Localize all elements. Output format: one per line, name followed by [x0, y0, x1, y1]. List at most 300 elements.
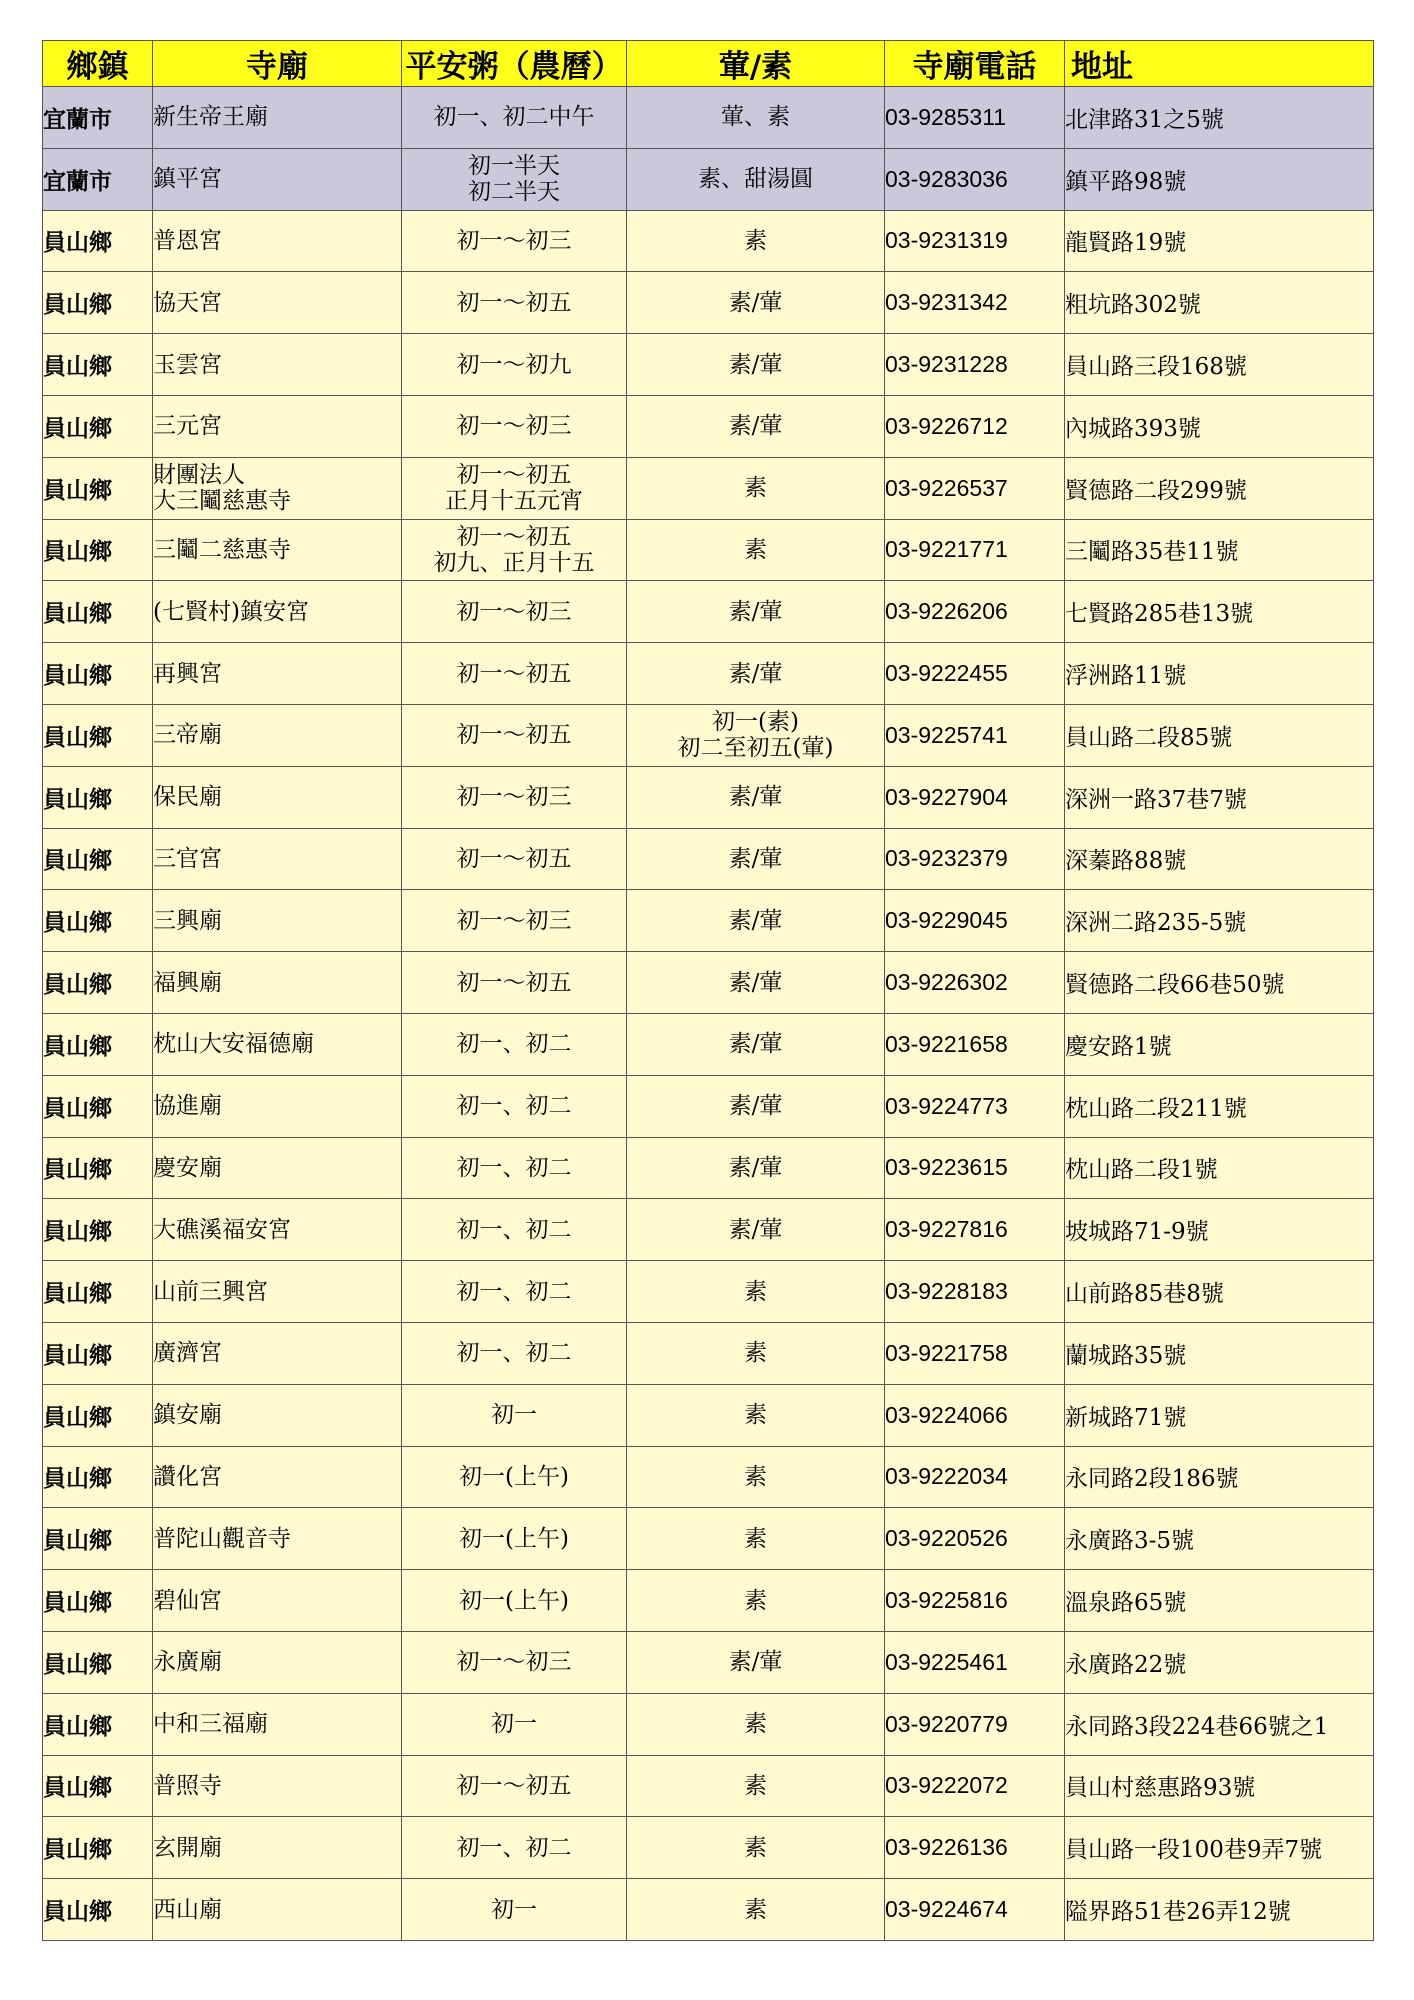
meat-veg-cell-line: 素/葷	[728, 1216, 783, 1243]
meat-veg-cell	[627, 1755, 885, 1817]
address-cell: 溫泉路65號	[1065, 1570, 1374, 1632]
congee-days-cell-line: 初一	[491, 1402, 537, 1429]
temple-name-cell	[153, 1075, 402, 1137]
phone-cell: 03-9232379	[885, 828, 1065, 890]
congee-days-cell	[402, 1384, 627, 1446]
temple-name-cell	[153, 704, 402, 766]
table-row	[43, 643, 1374, 705]
meat-veg-cell-line: 素/葷	[728, 1154, 783, 1181]
temple-name-cell	[153, 519, 402, 581]
meat-veg-cell	[627, 1322, 885, 1384]
phone-cell: 03-9231319	[885, 210, 1065, 272]
meat-veg-cell	[627, 1075, 885, 1137]
congee-days-cell-line: 初一～初三	[456, 413, 572, 440]
temple-name-cell	[153, 828, 402, 890]
temple-name-cell	[153, 1755, 402, 1817]
header-phone: 寺廟電話	[885, 41, 1065, 87]
table-row	[43, 1261, 1374, 1323]
congee-days-cell-line: 初一、初二	[456, 1834, 572, 1861]
phone-cell: 03-9222072	[885, 1755, 1065, 1817]
phone-cell: 03-9220779	[885, 1693, 1065, 1755]
congee-days-cell	[402, 1755, 627, 1817]
table-row	[43, 828, 1374, 890]
temple-name-cell	[153, 457, 402, 519]
address-cell: 員山村慈惠路93號	[1065, 1755, 1374, 1817]
meat-veg-cell-line: 初一(素)	[712, 709, 799, 736]
congee-days-cell	[402, 519, 627, 581]
meat-veg-cell-line: 素	[744, 1463, 767, 1490]
phone-cell: 03-9285311	[885, 87, 1065, 149]
congee-days-cell-line: 初一～初三	[456, 227, 572, 254]
temple-name-cell	[153, 581, 402, 643]
address-cell: 七賢路285巷13號	[1065, 581, 1374, 643]
temple-name-cell-line: 大三鬮慈惠寺	[153, 488, 291, 515]
address-cell: 員山路三段168號	[1065, 334, 1374, 396]
table-row	[43, 395, 1374, 457]
address-cell: 新城路71號	[1065, 1384, 1374, 1446]
congee-days-cell-line: 初一、初二	[456, 1154, 572, 1181]
congee-days-cell-line: 初二半天	[468, 179, 560, 206]
congee-days-cell	[402, 1013, 627, 1075]
temple-name-cell	[153, 1817, 402, 1879]
address-cell: 永同路2段186號	[1065, 1446, 1374, 1508]
meat-veg-cell	[627, 210, 885, 272]
congee-days-cell-line: 初一(上午)	[459, 1525, 569, 1552]
congee-days-cell	[402, 1631, 627, 1693]
temple-name-cell	[153, 87, 402, 149]
congee-days-cell	[402, 272, 627, 334]
temple-name-cell	[153, 1693, 402, 1755]
meat-veg-cell-line: 素	[744, 1711, 767, 1738]
phone-cell: 03-9222034	[885, 1446, 1065, 1508]
temple-name-cell-line: 大礁溪福安宮	[153, 1216, 291, 1243]
congee-days-cell-line: 初一～初五	[456, 969, 572, 996]
meat-veg-cell	[627, 1261, 885, 1323]
meat-veg-cell-line: 初二至初五(葷)	[677, 735, 834, 762]
meat-veg-cell	[627, 457, 885, 519]
phone-cell: 03-9221758	[885, 1322, 1065, 1384]
phone-cell: 03-9227904	[885, 766, 1065, 828]
phone-cell: 03-9225461	[885, 1631, 1065, 1693]
meat-veg-cell-line: 素/葷	[728, 784, 783, 811]
town-cell: 員山鄉	[43, 1508, 153, 1570]
table-row	[43, 1137, 1374, 1199]
meat-veg-cell	[627, 890, 885, 952]
temple-name-cell	[153, 1879, 402, 1941]
table-row	[43, 766, 1374, 828]
table-row	[43, 1631, 1374, 1693]
phone-cell: 03-9228183	[885, 1261, 1065, 1323]
congee-days-cell-line: 初一、初二	[456, 1340, 572, 1367]
address-cell: 內城路393號	[1065, 395, 1374, 457]
town-cell: 員山鄉	[43, 1075, 153, 1137]
temple-name-cell	[153, 890, 402, 952]
header-congee: 平安粥（農曆）	[402, 41, 627, 87]
meat-veg-cell-line: 素/葷	[728, 413, 783, 440]
congee-days-cell	[402, 395, 627, 457]
meat-veg-cell-line: 素/葷	[728, 969, 783, 996]
table-row	[43, 1879, 1374, 1941]
address-cell: 深洲一路37巷7號	[1065, 766, 1374, 828]
meat-veg-cell-line: 素	[744, 227, 767, 254]
temple-name-cell	[153, 1631, 402, 1693]
temple-name-cell	[153, 1199, 402, 1261]
town-cell: 員山鄉	[43, 1755, 153, 1817]
meat-veg-cell	[627, 272, 885, 334]
address-cell: 員山路二段85號	[1065, 704, 1374, 766]
congee-days-cell	[402, 87, 627, 149]
phone-cell: 03-9222455	[885, 643, 1065, 705]
temple-name-cell	[153, 1137, 402, 1199]
table-row	[43, 519, 1374, 581]
table-row	[43, 1199, 1374, 1261]
address-cell: 蘭城路35號	[1065, 1322, 1374, 1384]
meat-veg-cell-line: 素	[744, 1402, 767, 1429]
phone-cell: 03-9226537	[885, 457, 1065, 519]
table-row	[43, 87, 1374, 149]
temple-name-cell	[153, 148, 402, 210]
town-cell: 員山鄉	[43, 1013, 153, 1075]
meat-veg-cell-line: 素	[744, 1525, 767, 1552]
phone-cell: 03-9220526	[885, 1508, 1065, 1570]
table-row	[43, 1384, 1374, 1446]
meat-veg-cell-line: 素/葷	[728, 1649, 783, 1676]
phone-cell: 03-9229045	[885, 890, 1065, 952]
congee-days-cell-line: 初一(上午)	[459, 1587, 569, 1614]
meat-veg-cell-line: 素	[744, 536, 767, 563]
meat-veg-cell-line: 素/葷	[728, 289, 783, 316]
phone-cell: 03-9226302	[885, 952, 1065, 1014]
temple-name-cell-line: 讚化宮	[153, 1463, 222, 1490]
congee-days-cell	[402, 643, 627, 705]
town-cell: 員山鄉	[43, 1384, 153, 1446]
meat-veg-cell	[627, 1817, 885, 1879]
meat-veg-cell-line: 素	[744, 1772, 767, 1799]
meat-veg-cell	[627, 643, 885, 705]
meat-veg-cell-line: 素、甜湯圓	[698, 166, 813, 193]
address-cell: 坡城路71-9號	[1065, 1199, 1374, 1261]
address-cell: 深蓁路88號	[1065, 828, 1374, 890]
town-cell: 員山鄉	[43, 1261, 153, 1323]
table-row	[43, 1013, 1374, 1075]
meat-veg-cell	[627, 1879, 885, 1941]
phone-cell: 03-9225741	[885, 704, 1065, 766]
phone-cell: 03-9224773	[885, 1075, 1065, 1137]
meat-veg-cell	[627, 1631, 885, 1693]
temple-name-cell-line: 中和三福廟	[153, 1711, 268, 1738]
temple-name-cell	[153, 1508, 402, 1570]
temple-name-cell	[153, 1446, 402, 1508]
table-body	[43, 87, 1374, 1941]
address-cell: 浮洲路11號	[1065, 643, 1374, 705]
town-cell: 宜蘭市	[43, 87, 153, 149]
meat-veg-cell-line: 素	[744, 1340, 767, 1367]
temple-name-cell-line: 普照寺	[153, 1772, 222, 1799]
meat-veg-cell	[627, 952, 885, 1014]
table-row	[43, 1755, 1374, 1817]
town-cell: 員山鄉	[43, 581, 153, 643]
temple-name-cell-line: 鎮平宮	[153, 166, 222, 193]
phone-cell: 03-9225816	[885, 1570, 1065, 1632]
meat-veg-cell	[627, 704, 885, 766]
congee-days-cell	[402, 1879, 627, 1941]
temple-name-cell-line: 三鬮二慈惠寺	[153, 536, 291, 563]
temple-name-cell-line: 三官宮	[153, 845, 222, 872]
table-row	[43, 334, 1374, 396]
congee-days-cell	[402, 1199, 627, 1261]
phone-cell: 03-9221658	[885, 1013, 1065, 1075]
town-cell: 員山鄉	[43, 1199, 153, 1261]
address-cell: 賢德路二段66巷50號	[1065, 952, 1374, 1014]
table-row	[43, 1075, 1374, 1137]
congee-days-cell-line: 初一～初九	[456, 351, 572, 378]
congee-days-cell-line: 初一～初五	[456, 289, 572, 316]
address-cell: 鎮平路98號	[1065, 148, 1374, 210]
phone-cell: 03-9226712	[885, 395, 1065, 457]
meat-veg-cell	[627, 1570, 885, 1632]
congee-days-cell-line: 初一～初三	[456, 1649, 572, 1676]
temple-name-cell	[153, 1013, 402, 1075]
congee-days-cell-line: 初一、初二	[456, 1093, 572, 1120]
town-cell: 員山鄉	[43, 1446, 153, 1508]
town-cell: 員山鄉	[43, 828, 153, 890]
congee-days-cell	[402, 828, 627, 890]
temple-name-cell-line: 協天宮	[153, 289, 222, 316]
town-cell: 員山鄉	[43, 1879, 153, 1941]
temple-name-cell	[153, 1570, 402, 1632]
meat-veg-cell-line: 素	[744, 1834, 767, 1861]
town-cell: 員山鄉	[43, 210, 153, 272]
congee-days-cell	[402, 457, 627, 519]
table-row	[43, 581, 1374, 643]
table-row	[43, 1693, 1374, 1755]
address-cell: 三鬮路35巷11號	[1065, 519, 1374, 581]
meat-veg-cell-line: 素	[744, 1896, 767, 1923]
congee-days-cell-line: 初一、初二	[456, 1216, 572, 1243]
meat-veg-cell-line: 素/葷	[728, 1093, 783, 1120]
table-row	[43, 457, 1374, 519]
table-row	[43, 1508, 1374, 1570]
town-cell: 員山鄉	[43, 1137, 153, 1199]
meat-veg-cell	[627, 1693, 885, 1755]
congee-days-cell	[402, 210, 627, 272]
congee-days-cell-line: 初一半天	[468, 153, 560, 180]
meat-veg-cell-line: 素/葷	[728, 598, 783, 625]
phone-cell: 03-9231228	[885, 334, 1065, 396]
town-cell: 員山鄉	[43, 334, 153, 396]
town-cell: 員山鄉	[43, 1631, 153, 1693]
congee-days-cell	[402, 334, 627, 396]
congee-days-cell	[402, 1570, 627, 1632]
congee-days-cell	[402, 890, 627, 952]
temple-name-cell	[153, 1322, 402, 1384]
temple-congee-table	[42, 40, 1374, 1941]
meat-veg-cell-line: 素/葷	[728, 351, 783, 378]
congee-days-cell-line: 初一～初三	[456, 907, 572, 934]
congee-days-cell-line: 初一～初五	[456, 1772, 572, 1799]
temple-name-cell-line: 財團法人	[153, 462, 245, 489]
address-cell: 隘界路51巷26弄12號	[1065, 1879, 1374, 1941]
temple-name-cell-line: 山前三興宮	[153, 1278, 268, 1305]
meat-veg-cell	[627, 395, 885, 457]
meat-veg-cell-line: 葷、素	[721, 104, 790, 131]
meat-veg-cell	[627, 1384, 885, 1446]
temple-name-cell	[153, 766, 402, 828]
temple-name-cell-line: 三興廟	[153, 907, 222, 934]
temple-name-cell-line: 廣濟宮	[153, 1340, 222, 1367]
table-row	[43, 890, 1374, 952]
temple-name-cell-line: 鎮安廟	[153, 1402, 222, 1429]
temple-name-cell-line: 協進廟	[153, 1093, 222, 1120]
address-cell: 慶安路1號	[1065, 1013, 1374, 1075]
congee-days-cell-line: 初九、正月十五	[433, 549, 595, 576]
temple-name-cell-line: 玄開廟	[153, 1834, 222, 1861]
town-cell: 員山鄉	[43, 704, 153, 766]
table-row	[43, 1817, 1374, 1879]
meat-veg-cell	[627, 766, 885, 828]
congee-days-cell	[402, 1508, 627, 1570]
temple-name-cell	[153, 952, 402, 1014]
congee-days-cell	[402, 704, 627, 766]
phone-cell: 03-9283036	[885, 148, 1065, 210]
temple-name-cell-line: 永廣廟	[153, 1649, 222, 1676]
town-cell: 員山鄉	[43, 272, 153, 334]
header-type: 葷/素	[627, 41, 885, 87]
congee-days-cell	[402, 1137, 627, 1199]
town-cell: 員山鄉	[43, 952, 153, 1014]
meat-veg-cell	[627, 1508, 885, 1570]
phone-cell: 03-9226206	[885, 581, 1065, 643]
meat-veg-cell	[627, 1446, 885, 1508]
meat-veg-cell-line: 素/葷	[728, 1031, 783, 1058]
address-cell: 龍賢路19號	[1065, 210, 1374, 272]
congee-days-cell-line: 初一～初五	[456, 660, 572, 687]
town-cell: 員山鄉	[43, 643, 153, 705]
congee-days-cell-line: 初一～初五	[456, 845, 572, 872]
town-cell: 員山鄉	[43, 890, 153, 952]
temple-name-cell-line: 枕山大安福德廟	[153, 1031, 314, 1058]
meat-veg-cell	[627, 87, 885, 149]
address-cell: 深洲二路235-5號	[1065, 890, 1374, 952]
congee-days-cell-line: 初一～初三	[456, 598, 572, 625]
temple-name-cell	[153, 272, 402, 334]
meat-veg-cell-line: 素/葷	[728, 845, 783, 872]
phone-cell: 03-9223615	[885, 1137, 1065, 1199]
header-address: 地址	[1065, 41, 1374, 87]
address-cell: 枕山路二段211號	[1065, 1075, 1374, 1137]
meat-veg-cell-line: 素/葷	[728, 660, 783, 687]
congee-days-cell	[402, 952, 627, 1014]
congee-days-cell-line: 初一	[491, 1896, 537, 1923]
congee-days-cell-line: 初一	[491, 1711, 537, 1738]
table-row	[43, 1570, 1374, 1632]
temple-name-cell-line: 西山廟	[153, 1896, 222, 1923]
temple-name-cell-line: 慶安廟	[153, 1154, 222, 1181]
meat-veg-cell-line: 素	[744, 1587, 767, 1614]
congee-days-cell-line: 初一、初二中午	[433, 104, 595, 131]
address-cell: 山前路85巷8號	[1065, 1261, 1374, 1323]
phone-cell: 03-9224674	[885, 1879, 1065, 1941]
meat-veg-cell	[627, 1013, 885, 1075]
temple-name-cell-line: 福興廟	[153, 969, 222, 996]
town-cell: 員山鄉	[43, 457, 153, 519]
congee-days-cell-line: 初一、初二	[456, 1278, 572, 1305]
meat-veg-cell	[627, 334, 885, 396]
table-row	[43, 704, 1374, 766]
meat-veg-cell	[627, 1137, 885, 1199]
congee-days-cell-line: 初一、初二	[456, 1031, 572, 1058]
town-cell: 員山鄉	[43, 519, 153, 581]
town-cell: 宜蘭市	[43, 148, 153, 210]
meat-veg-cell	[627, 828, 885, 890]
phone-cell: 03-9231342	[885, 272, 1065, 334]
congee-days-cell-line: 正月十五元宵	[445, 488, 583, 515]
table-row	[43, 952, 1374, 1014]
temple-name-cell-line: 再興宮	[153, 660, 222, 687]
address-cell: 永廣路3-5號	[1065, 1508, 1374, 1570]
temple-name-cell-line: 保民廟	[153, 784, 222, 811]
address-cell: 枕山路二段1號	[1065, 1137, 1374, 1199]
meat-veg-cell	[627, 1199, 885, 1261]
congee-days-cell	[402, 1075, 627, 1137]
meat-veg-cell-line: 素/葷	[728, 907, 783, 934]
header-row	[43, 41, 1374, 87]
meat-veg-cell	[627, 148, 885, 210]
congee-days-cell	[402, 1322, 627, 1384]
congee-days-cell	[402, 1693, 627, 1755]
address-cell: 粗坑路302號	[1065, 272, 1374, 334]
temple-name-cell	[153, 395, 402, 457]
congee-days-cell-line: 初一～初五	[456, 523, 572, 550]
temple-name-cell-line: 三帝廟	[153, 722, 222, 749]
temple-name-cell	[153, 643, 402, 705]
table-row	[43, 148, 1374, 210]
meat-veg-cell	[627, 519, 885, 581]
congee-days-cell-line: 初一～初五	[456, 462, 572, 489]
meat-veg-cell-line: 素	[744, 475, 767, 502]
temple-name-cell-line: 三元宮	[153, 413, 222, 440]
address-cell: 賢德路二段299號	[1065, 457, 1374, 519]
congee-days-cell	[402, 1446, 627, 1508]
table-row	[43, 1446, 1374, 1508]
temple-name-cell	[153, 210, 402, 272]
temple-name-cell	[153, 1261, 402, 1323]
meat-veg-cell	[627, 581, 885, 643]
header-temple: 寺廟	[153, 41, 402, 87]
temple-name-cell-line: (七賢村)鎮安宮	[153, 598, 309, 625]
address-cell: 永廣路22號	[1065, 1631, 1374, 1693]
town-cell: 員山鄉	[43, 1570, 153, 1632]
town-cell: 員山鄉	[43, 1322, 153, 1384]
town-cell: 員山鄉	[43, 395, 153, 457]
town-cell: 員山鄉	[43, 1817, 153, 1879]
congee-days-cell-line: 初一～初三	[456, 784, 572, 811]
congee-days-cell	[402, 1261, 627, 1323]
temple-name-cell	[153, 334, 402, 396]
temple-name-cell-line: 碧仙宮	[153, 1587, 222, 1614]
temple-name-cell-line: 新生帝王廟	[153, 104, 268, 131]
temple-name-cell-line: 普陀山觀音寺	[153, 1525, 291, 1552]
phone-cell: 03-9224066	[885, 1384, 1065, 1446]
table-row	[43, 210, 1374, 272]
congee-days-cell	[402, 1817, 627, 1879]
town-cell: 員山鄉	[43, 1693, 153, 1755]
temple-name-cell-line: 普恩宮	[153, 227, 222, 254]
phone-cell: 03-9227816	[885, 1199, 1065, 1261]
congee-days-cell	[402, 581, 627, 643]
temple-name-cell-line: 玉雲宮	[153, 351, 222, 378]
header-town: 鄉鎮	[43, 41, 153, 87]
